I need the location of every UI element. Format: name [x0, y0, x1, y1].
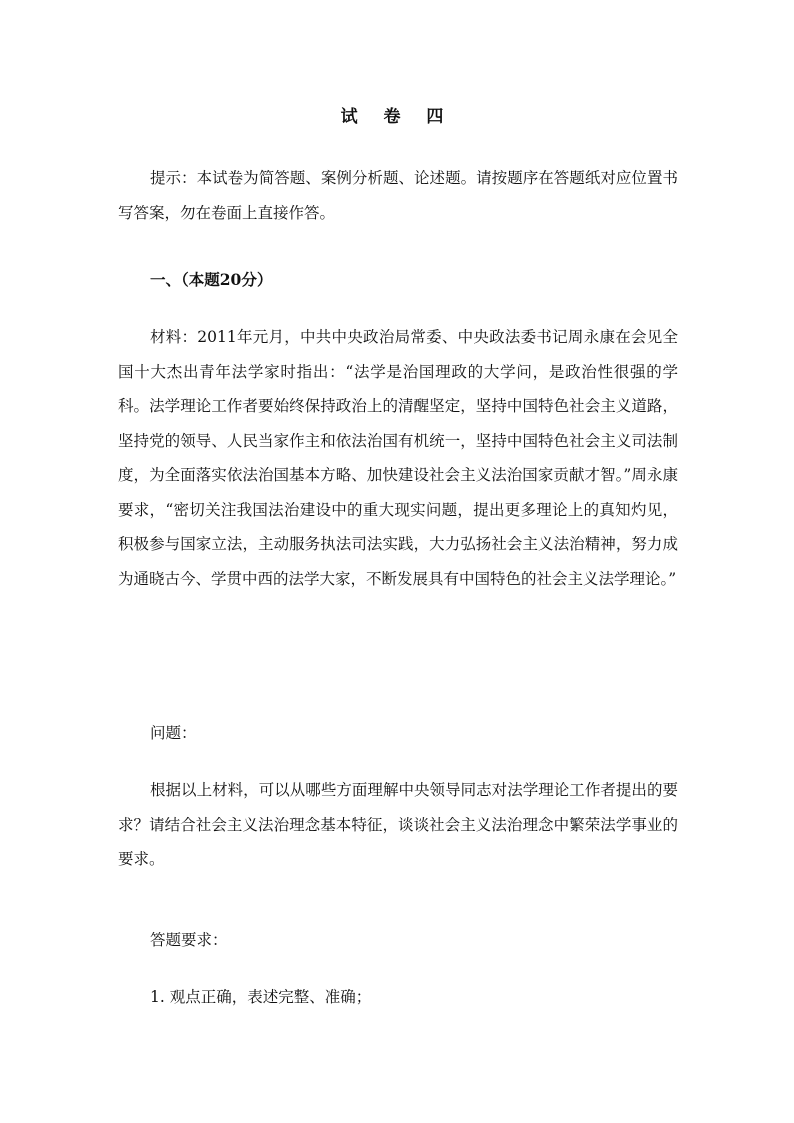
question-paragraph: 根据以上材料，可以从哪些方面理解中央领导同志对法学理论工作者提出的要求？请结合社会主义法治理念基本特征，谈谈社会主义法治理念中繁荣法学事业的要求。 [118, 781, 678, 868]
section-heading: 一、（本题20分） [150, 270, 273, 289]
requirement-item: 1. 观点正确，表述完整、准确； [150, 988, 372, 1006]
requirements-label: 答题要求： [150, 931, 228, 949]
question-label: 问题： [150, 724, 197, 742]
exam-hint: 提示：本试卷为简答题、案例分析题、论述题。请按题序在答题纸对应位置书写答案，勿在卷面上直接作答。 [118, 169, 678, 222]
material-paragraph: 材料：2011年元月，中共中央政治局常委、中央政法委书记周永康在会见全国十大杰出青年法学家时指出：“法学是治国理政的大学问，是政治性很强的学科。法学理论工作者要始终保持政治上的清醒坚定，坚持中国特色社会主义道路，坚持党的领导、人民当家作主和依法治国有机统一，坚持中国特色社会主义司法制度，为全面落实依法治国基本方略、加快建设社会主义法治国家贡献才智。”周永康要求，“密切关注我国法治建设中的重大现实问题，提出更多理论上的真知灼见，积极参与国家立法，主动服务执法司法实践，大力弘扬社会主义法治精神，努力成为通晓古今、学贯中西的法学大家，不断发展具有中国特色的社会主义法学理论。” [118, 328, 678, 588]
exam-title: 试 卷 四 [340, 107, 454, 127]
